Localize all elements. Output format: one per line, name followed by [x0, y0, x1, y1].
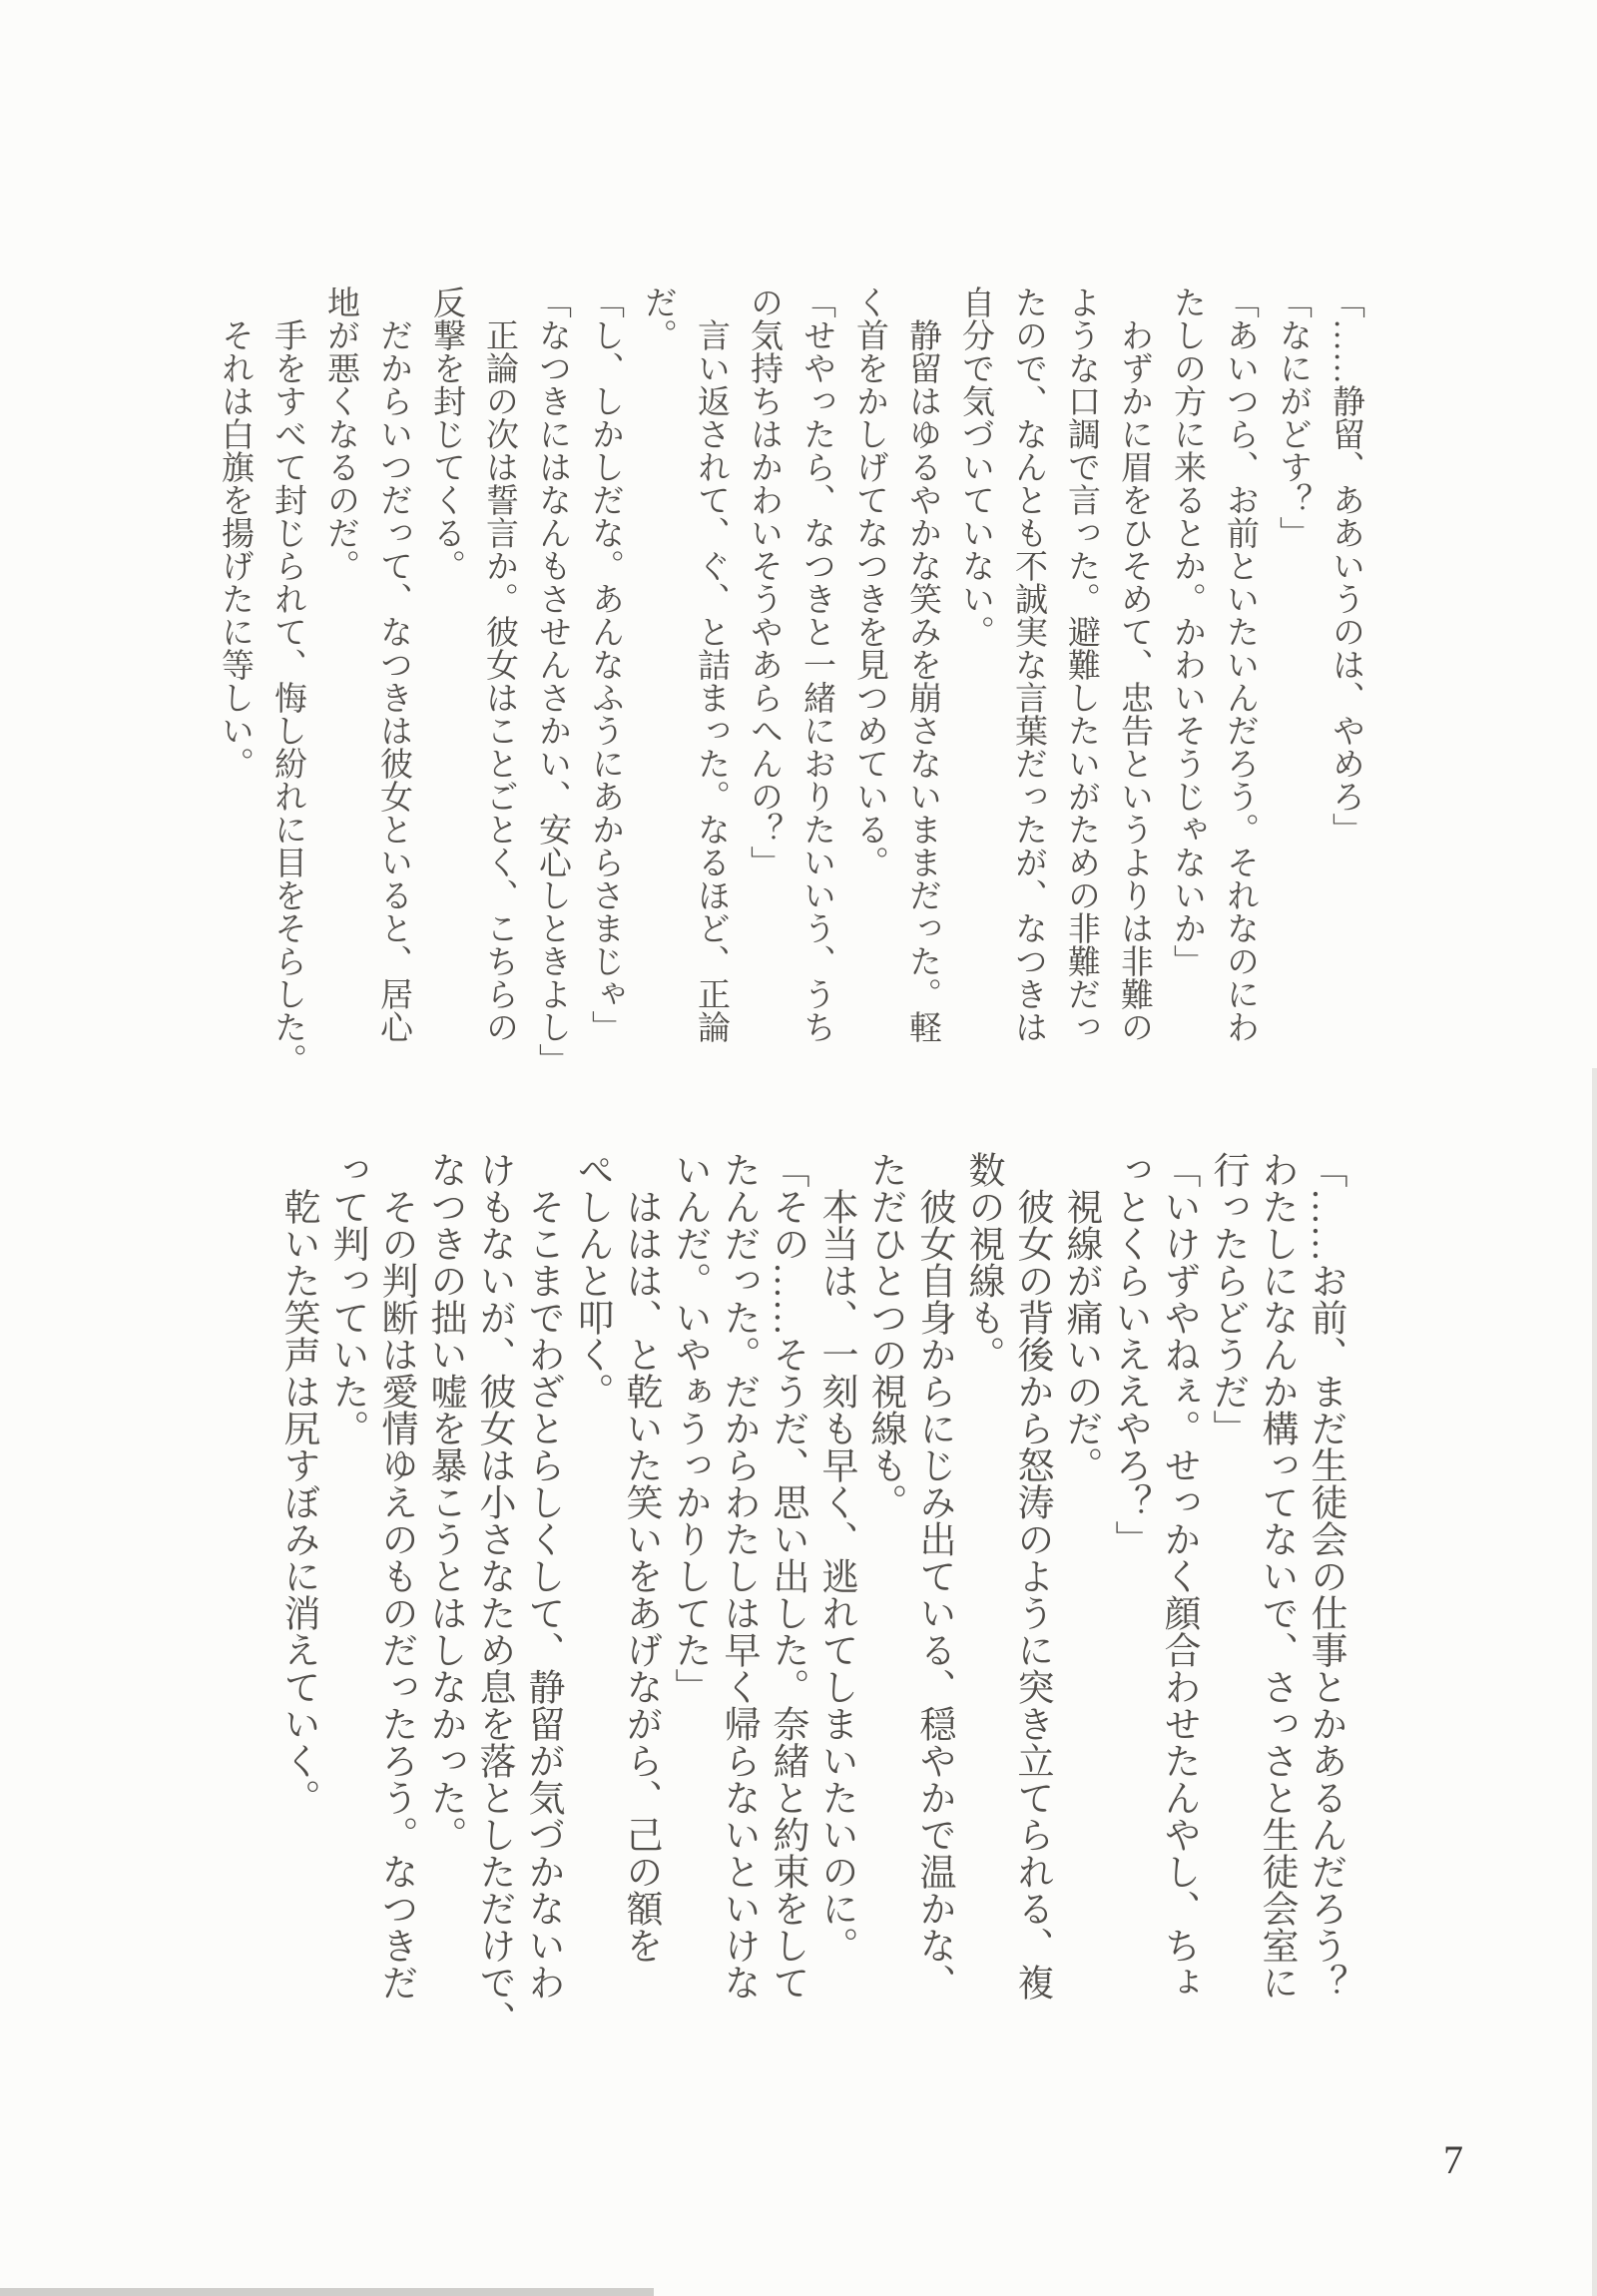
text-column: いんだ。いやぁうっかりしてた」 [669, 1151, 710, 1705]
text-column: っとくらいええやろ？」 [1109, 1151, 1150, 1557]
text-column: 視線が痛いのだ。 [1060, 1151, 1101, 1483]
text-column: そこまでわざとらしくして、静留が気づかないわ [522, 1151, 563, 2001]
text-column: 自分で気づいていない。 [957, 286, 993, 648]
text-column: 数の視線も。 [962, 1151, 1003, 1373]
text-column: 反撃を封じてくる。 [428, 286, 464, 582]
text-column: く首をかしげてなつきを見つめている。 [851, 286, 887, 878]
text-column: だ。 [640, 286, 676, 351]
text-column: 彼女自身からにじみ出ている、穏やかで温かな、 [913, 1151, 954, 2001]
text-column: って判っていた。 [326, 1151, 367, 1446]
text-column: 静留はゆるやかな笑みを崩さないままだった。軽 [904, 286, 940, 1043]
text-column: 「なにがどす？」 [1275, 286, 1311, 549]
text-column: 手をすべて封じられて、悔し紛れに目をそらした。 [269, 286, 305, 1076]
text-column: わたしになんか構ってないで、さっさと生徒会室に [1256, 1151, 1297, 2001]
text-column: 地が悪くなるのだ。 [322, 286, 358, 582]
text-column: 「いけずやねぇ。せっかく顔合わせたんやし、ちょ [1158, 1151, 1199, 2001]
text-column: それは白旗を揚げたに等しい。 [217, 286, 253, 780]
text-column: 「……お前、まだ生徒会の仕事とかあるんだろう？ [1305, 1151, 1345, 2001]
text-column: ただひとつの視線も。 [864, 1151, 905, 1520]
text-column: 「し、しかしだな。あんなふうにあからさまじゃ」 [587, 286, 623, 1043]
text-column: わずかに眉をひそめて、忠告というよりは非難の [1116, 286, 1152, 1043]
scan-edge-right [1592, 1068, 1597, 2296]
lower-text-block [273, 1151, 1349, 2037]
text-column: 正論の次は誓言か。彼女はことごとく、こちらの [481, 286, 517, 1043]
text-column: 言い返されて、ぐ、と詰まった。なるほど、正論 [693, 286, 729, 1043]
text-column: 「その……そうだ、思い出した。奈緒と約束をして [767, 1151, 807, 2001]
text-column: ような口調で言った。避難したいがための非難だっ [1063, 286, 1099, 1043]
page-number: 7 [1443, 2137, 1463, 2182]
text-column: ぺしんと叩く。 [571, 1151, 612, 1410]
text-column: たので、なんとも不誠実な言葉だったが、なつきは [1010, 286, 1046, 1043]
text-column: たしの方に来るとか。かわいそうじゃないか」 [1169, 286, 1205, 977]
text-column: ははは、と乾いた笑いをあげながら、己の額を [620, 1151, 661, 1964]
text-column: けもないが、彼女は小さなため息を落としただけで、 [473, 1151, 514, 2037]
text-column: 「あいつら、お前といたいんだろう。それなのにわ [1222, 286, 1258, 1043]
text-column: その判断は愛情ゆえのものだったろう。なつきだ [375, 1151, 416, 2001]
text-column: 「なつきにはなんもさせんさかい、安心しときよし」 [534, 286, 570, 1076]
text-column: 「せやったら、なつきと一緒におりたいいう、うち [798, 286, 834, 1043]
text-column: 本当は、一刻も早く、逃れてしまいたいのに。 [815, 1151, 856, 1964]
text-column: 行ったらどうだ」 [1207, 1151, 1248, 1446]
text-column: 「……静留、ああいうのは、やめろ」 [1328, 286, 1363, 846]
text-column: の気持ちはかわいそうやあらへんの？」 [746, 286, 782, 878]
scan-edge-bottom [0, 2288, 654, 2296]
upper-text-block [208, 286, 1371, 1090]
text-column: なつきの拙い嘘を暴こうとはしなかった。 [424, 1151, 465, 1853]
text-column: たんだった。だからわたしは早く帰らないといけな [718, 1151, 759, 2001]
text-column: 乾いた笑声は尻すぼみに消えていく。 [277, 1151, 318, 1816]
text-column: だからいつだって、なつきは彼女といると、居心 [375, 286, 411, 1043]
text-column: 彼女の背後から怒涛のように突き立てられる、複 [1011, 1151, 1052, 2001]
